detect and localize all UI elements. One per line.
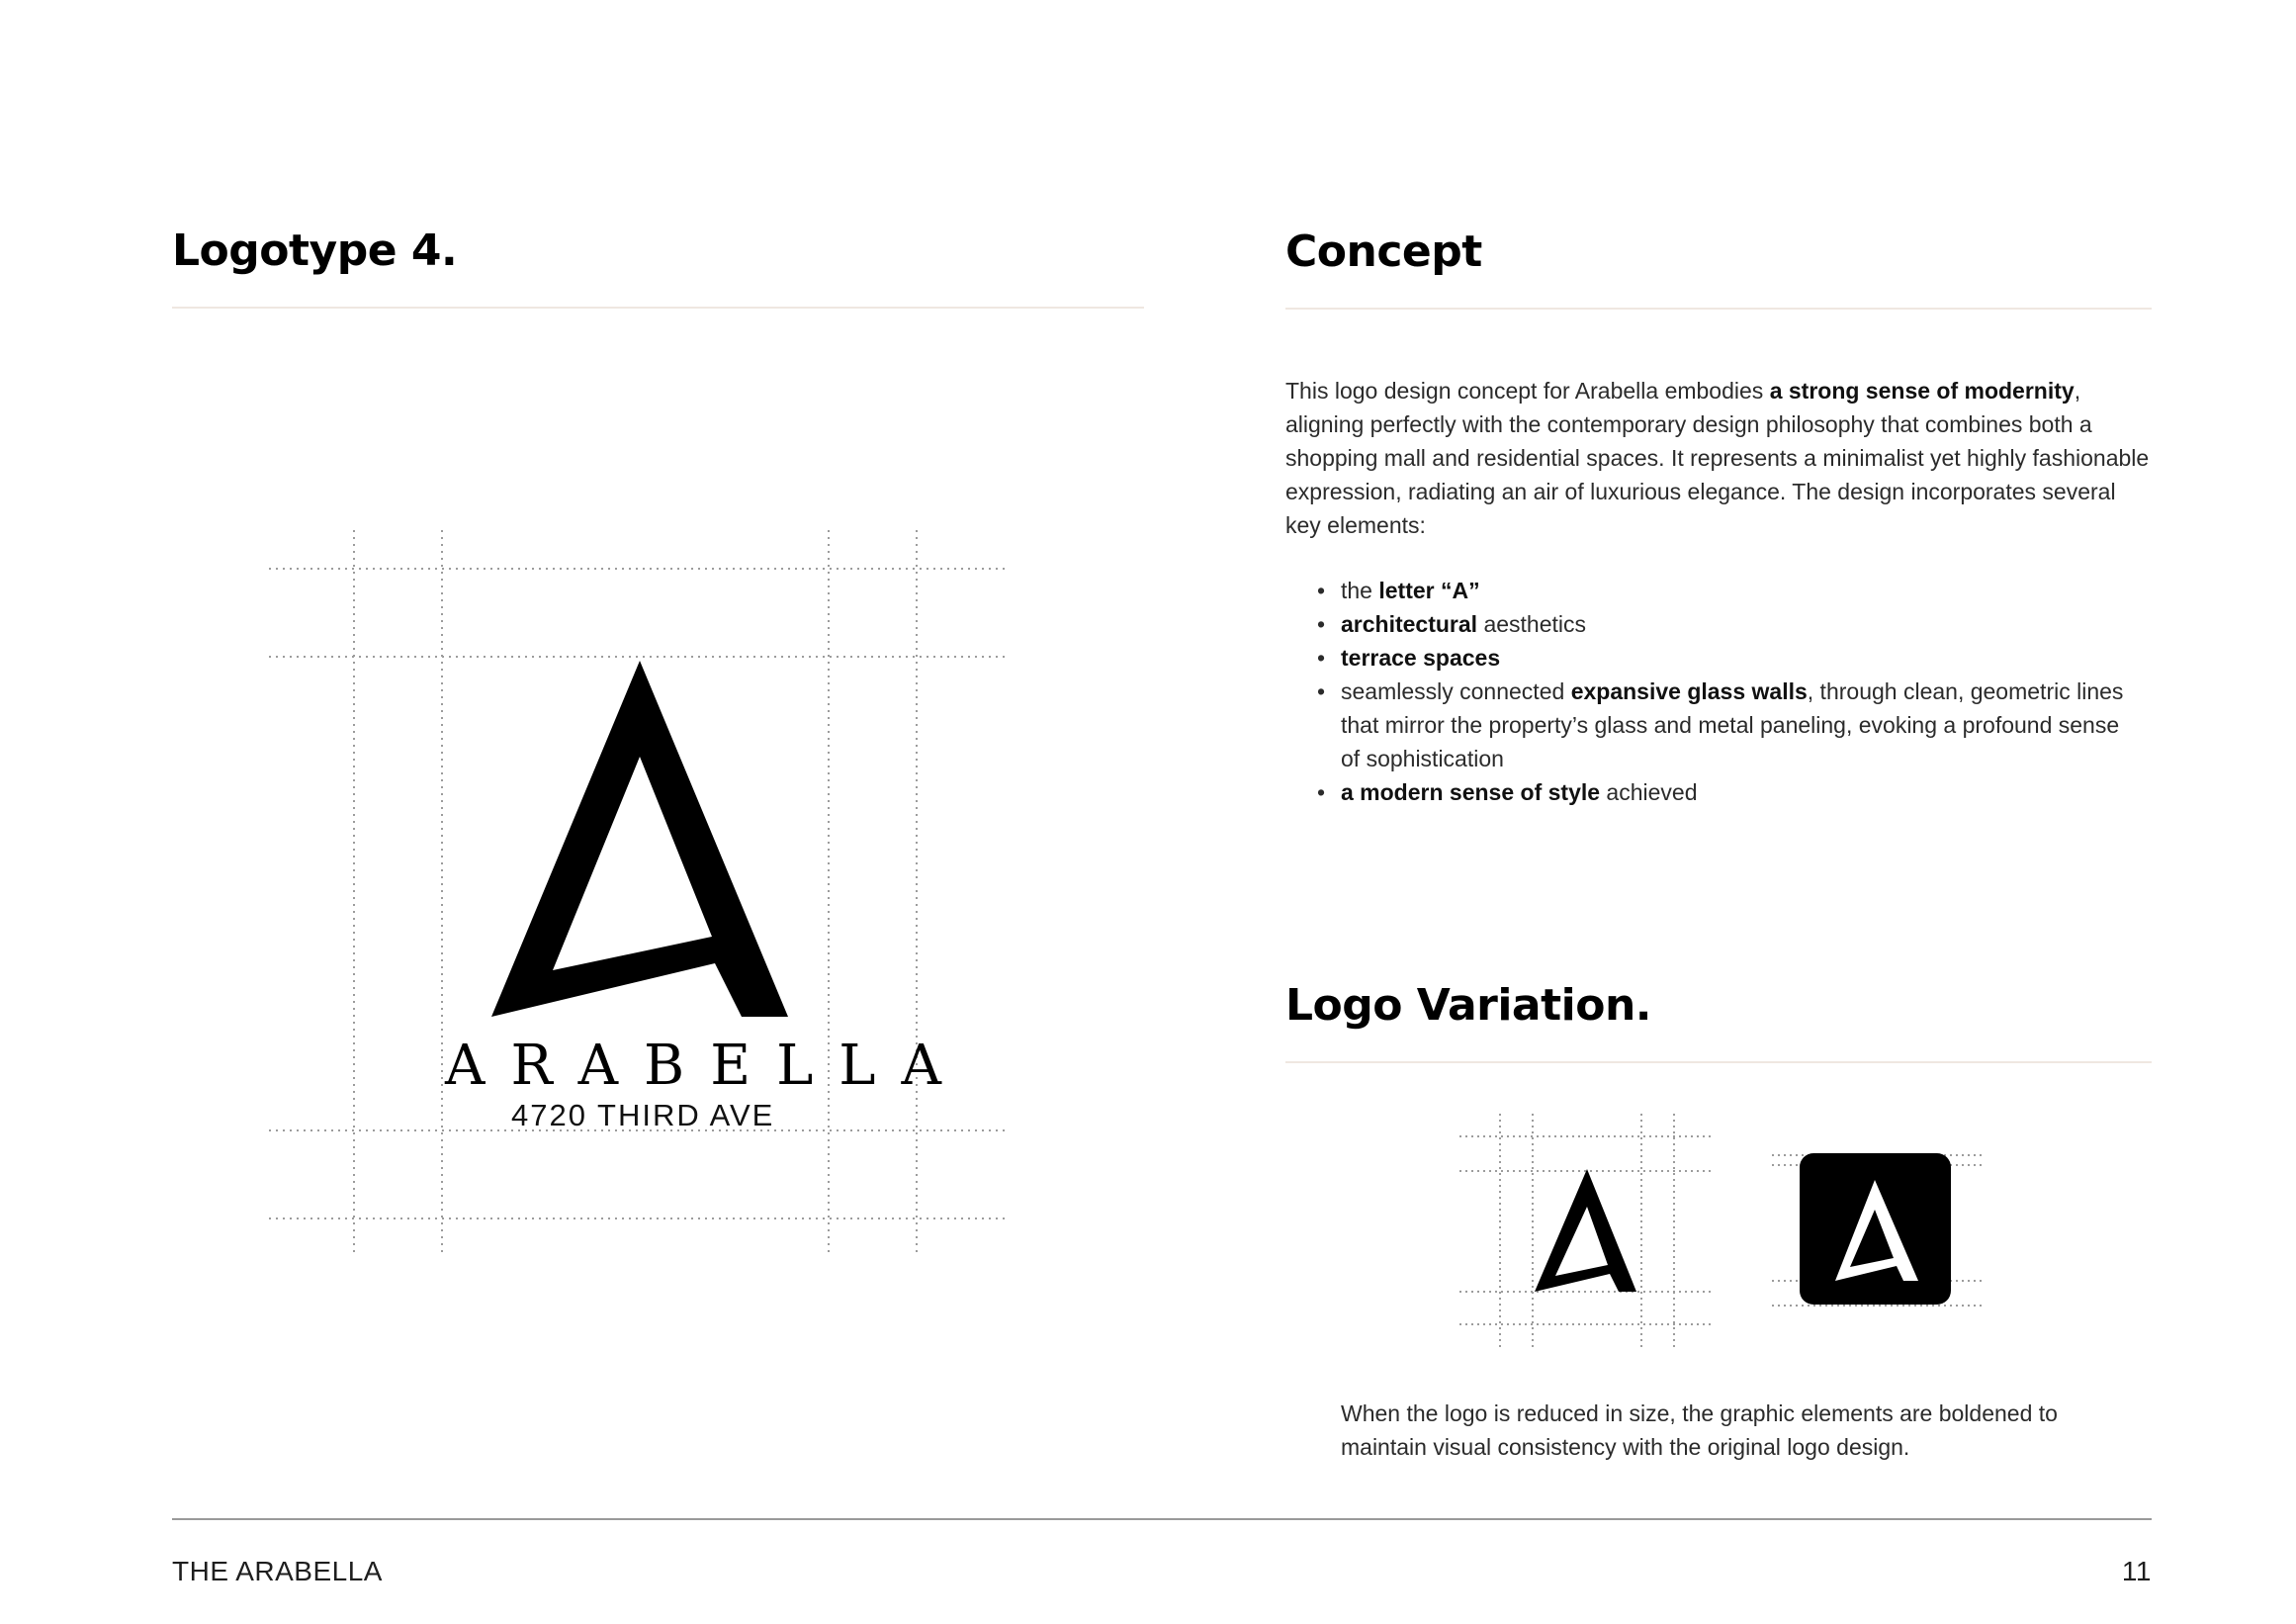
list-item: • the letter “A” — [1317, 578, 1480, 603]
footer-rule — [172, 1518, 2152, 1520]
list-item: • a modern sense of style achieved — [1317, 779, 1698, 805]
variation-heading: Logo Variation. — [1285, 980, 1652, 1031]
concept-paragraph-bold: a strong sense of modernity — [1769, 378, 2075, 404]
variation-caption: When the logo is reduced in size, the graphic elements are boldened to maintain visual consistency with the original logo design. — [1341, 1400, 2058, 1460]
concept-paragraph — [1285, 374, 2156, 542]
logo-address: 4720 THIRD AVE — [511, 1098, 775, 1132]
letter-a-icon — [1535, 1169, 1636, 1292]
app-icon-variation — [1770, 1147, 1987, 1315]
concept-heading: Concept — [1285, 226, 1482, 277]
variation-heading-rule — [1285, 1061, 2152, 1063]
concept-paragraph-part-2: , aligning perfectly with the contemporary design philosophy that combines both a shopping mall and residential spaces. It represents a minimalist yet highly fashionable expression, radiating an air of luxurious elegance. The design incorporates several key elements: — [1285, 378, 2150, 538]
logo-wordmark: ARABELLA — [445, 1034, 967, 1098]
list-item: • architectural aesthetics — [1317, 611, 1587, 637]
footer-title: THE ARABELLA — [172, 1556, 383, 1586]
concept-heading-rule — [1285, 308, 2152, 310]
concept-bullet-list — [1317, 574, 2132, 809]
page-number: 11 — [2121, 1556, 2152, 1586]
logotype-heading: Logotype 4. — [172, 226, 458, 276]
main-logo-mark — [485, 657, 801, 1023]
list-item: • terrace spaces — [1317, 645, 1501, 671]
small-logo-variation — [1454, 1108, 1721, 1355]
concept-paragraph-part-1: This logo design concept for Arabella embodies — [1285, 378, 1770, 404]
list-item: • seamlessly connected expansive glass walls, through clean, geometric lines that mirror the property’s glass and metal paneling, evoking a profound sense of sophistication — [1317, 678, 2124, 771]
